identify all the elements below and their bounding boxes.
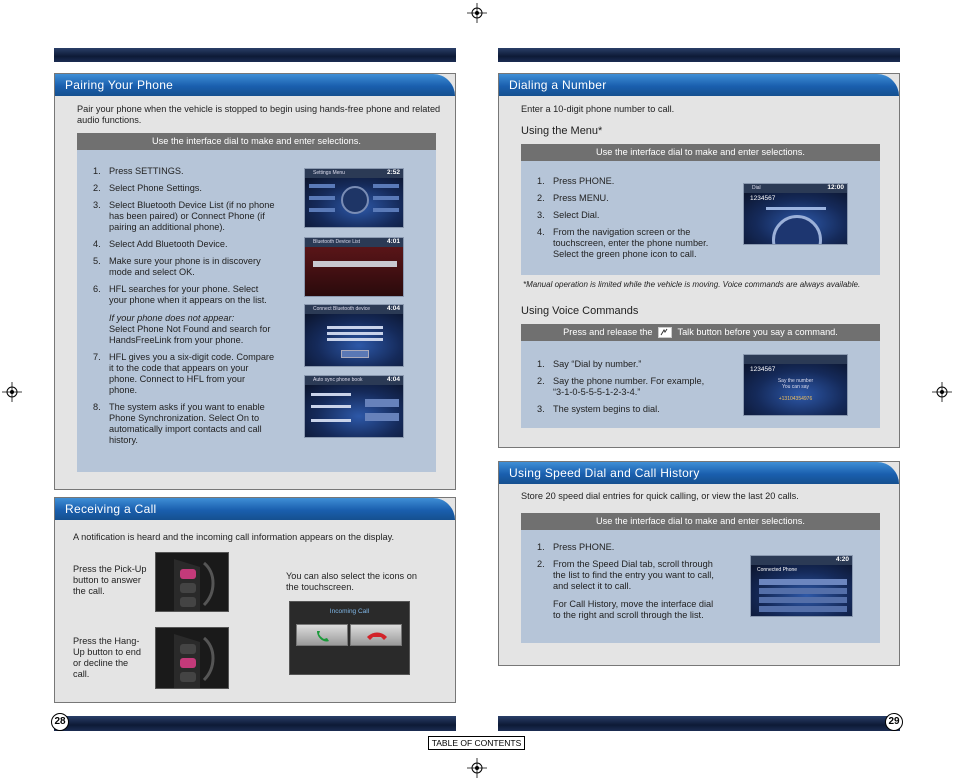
list-item: 6. HFL searches for your phone. Select your phone when it appears on the list. If your phone does not appear: Select Phone Not Found and search for HandsFreeLink from your phone. <box>93 284 275 346</box>
hangup-caption: Press the Hang-Up button to end or decline the call. <box>73 636 141 679</box>
dialing-menu-panel <box>521 161 880 275</box>
list-item: 2. From the Speed Dial tab, scroll through the list to find the entry you want to call, and select it to call. For Call History, move the interface dial to the right and scroll through the list. <box>537 559 717 621</box>
pairing-panel <box>77 150 436 472</box>
call-history-note: For Call History, move the interface dial to the right and scroll through the list. <box>553 599 714 620</box>
speed-dial-header <box>499 462 899 484</box>
table-of-contents-link[interactable]: TABLE OF CONTENTS <box>428 736 525 750</box>
bluetooth-device-list-screen: Bluetooth Device List 4:01 <box>304 237 404 297</box>
receiving-header <box>55 498 455 520</box>
page-number-right: 29 <box>885 713 903 731</box>
list-item: 2. Say the phone number. For example, “3-1-0-5-5-5-1-2-3-4.” <box>537 376 705 397</box>
speed-dial-panel <box>521 530 880 643</box>
crop-mark-top <box>467 3 487 23</box>
pickup-button-image <box>155 552 229 612</box>
incoming-call-title: Incoming Call <box>329 608 370 615</box>
list-item: 1. Press PHONE. <box>537 542 615 552</box>
list-item: 1. Press PHONE. <box>537 176 615 186</box>
dialing-header <box>499 74 899 96</box>
pairing-header <box>55 74 455 96</box>
list-item: 4. Select Add Bluetooth Device. <box>93 239 228 249</box>
settings-menu-screen: Settings Menu 2:52 <box>304 168 404 228</box>
dialing-instruction-bar: Use the interface dial to make and enter selections. <box>521 144 880 161</box>
dialing-intro: Enter a 10-digit phone number to call. <box>521 104 675 114</box>
pairing-steps <box>93 166 275 452</box>
list-item: 7. HFL gives you a six-digit code. Compare it to the code that appears on your phone. Connect to HFL from your phone. <box>93 352 275 395</box>
voice-dial-screen: 1234567 Say the number You can say +13104354976 <box>743 354 848 416</box>
list-item: 2. Select Phone Settings. <box>93 183 202 193</box>
voice-instruction-bar: Press and release the Talk button before you say a command. <box>521 324 880 341</box>
dialing-menu-steps <box>537 176 717 266</box>
speed-dial-steps <box>537 542 717 627</box>
touchscreen-caption: You can also select the icons on the touchscreen. <box>286 571 417 592</box>
voice-panel <box>521 341 880 428</box>
speed-dial-screen: 4:20 Connected Phone <box>750 555 853 617</box>
answer-call-icon[interactable] <box>296 624 348 646</box>
receiving-title: Receiving a Call <box>65 502 157 516</box>
step-note: If your phone does not appear: Select Phone Not Found and search for HandsFreeLink from your phone. <box>109 313 271 345</box>
connect-device-screen: Connect Bluetooth device 4:04 <box>304 304 404 367</box>
voice-subhead: Using Voice Commands <box>521 305 639 317</box>
list-item: 3. The system begins to dial. <box>537 404 660 414</box>
page-number-left: 28 <box>51 713 69 731</box>
dial-screen: Dial 12:00 1234567 <box>743 183 848 245</box>
list-item: 3. Select Bluetooth Device List (if no phone has been paired) or Connect Phone (if pairing an additional phone). <box>93 200 275 232</box>
voice-number-display: 1234567 <box>750 366 776 373</box>
pickup-caption: Press the Pick-Up button to answer the call. <box>73 564 147 596</box>
receiving-section <box>54 497 456 703</box>
list-item: 1. Say “Dial by number.” <box>537 359 642 369</box>
speed-dial-title: Using Speed Dial and Call History <box>509 466 700 480</box>
voice-steps <box>537 359 717 421</box>
decline-call-icon[interactable] <box>350 624 402 646</box>
pairing-title: Pairing Your Phone <box>65 78 174 92</box>
left-header-bar <box>54 48 456 62</box>
left-footer-bar <box>54 716 456 731</box>
talk-button-icon <box>658 327 672 338</box>
speed-dial-section <box>498 461 900 666</box>
right-header-bar <box>498 48 900 62</box>
pairing-instruction-bar: Use the interface dial to make and enter selections. <box>77 133 436 150</box>
pairing-section <box>54 73 456 490</box>
right-footer-bar <box>498 716 900 731</box>
list-item: 2. Press MENU. <box>537 193 609 203</box>
dialing-section <box>498 73 900 448</box>
menu-subhead: Using the Menu* <box>521 125 603 137</box>
crop-mark-left <box>2 382 22 402</box>
incoming-call-screen <box>289 601 410 675</box>
speed-dial-instruction-bar: Use the interface dial to make and enter selections. <box>521 513 880 530</box>
crop-mark-bottom <box>467 758 487 778</box>
hangup-button-image <box>155 627 229 689</box>
pairing-intro: Pair your phone when the vehicle is stopped to begin using hands-free phone and related audio functions. <box>77 104 441 125</box>
list-item: 8. The system asks if you want to enable Phone Synchronization. Select On to automatically import contacts and call history. <box>93 402 265 445</box>
crop-mark-right <box>932 382 952 402</box>
speed-dial-intro: Store 20 speed dial entries for quick calling, or view the last 20 calls. <box>521 491 799 501</box>
list-item: 1. Press SETTINGS. <box>93 166 184 176</box>
phone-sync-screen: Auto sync phone book 4:04 <box>304 375 404 438</box>
dial-number-display: 1234567 <box>750 195 776 202</box>
dialing-title: Dialing a Number <box>509 78 607 92</box>
receiving-intro: A notification is heard and the incoming call information appears on the display. <box>73 532 395 542</box>
list-item: 4. From the navigation screen or the touchscreen, enter the phone number. Select the green phone icon to call. <box>537 227 709 259</box>
manual-operation-note: *Manual operation is limited while the vehicle is moving. Voice commands are always available. <box>523 280 861 289</box>
list-item: 5. Make sure your phone is in discovery mode and select OK. <box>93 256 261 277</box>
list-item: 3. Select Dial. <box>537 210 600 220</box>
